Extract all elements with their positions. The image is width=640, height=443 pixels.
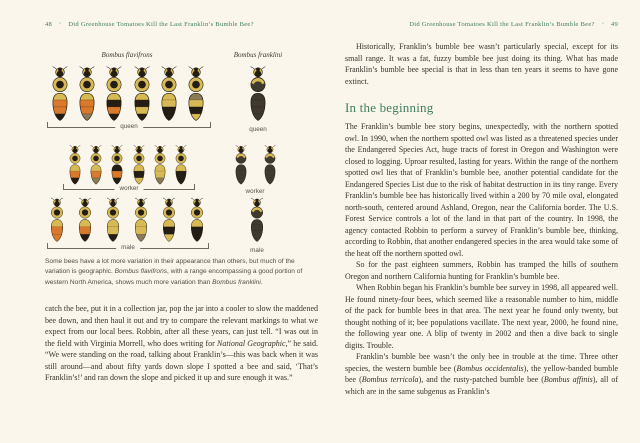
bee-illustration [156,66,182,123]
bee-row-queen-flavifrons [47,66,209,123]
species-label-franklini: Bombus franklini [233,51,283,59]
body-paragraph: Franklin’s bumble bee wasn’t the only bee in trouble at the time. Three other species, the western bumble bee (Bombus occidentalis), the yellow-banded bumble bee (Bombus terricola), and the rusty-patched bumble bee (Bombus affinis), all of which are in the same subgenus as Franklin’s [345,352,619,396]
bee-illustration [187,196,207,245]
male-label-franklini: male [250,247,264,254]
page-number-right: 49 [610,21,618,28]
bee-illustration [103,196,123,245]
queen-bracket [47,122,211,128]
worker-label: worker [115,185,144,192]
bee-illustration [47,196,67,245]
running-head-left [45,21,254,28]
ornament-icon: ◦ [59,21,62,27]
bee-illustration [87,145,105,186]
right-page-body [345,41,618,397]
section-heading: In the beginning [345,100,434,115]
species-label-flavifrons: Bombus flavifrons [101,51,153,59]
running-head-right [409,21,618,28]
bee-illustration [261,145,279,186]
bee-row-male-flavifrons [47,196,207,245]
bee-illustration [108,145,126,186]
queen-label: queen [115,123,143,130]
bee-illustration [101,66,127,123]
figure-caption: Some bees have a lot more variation in their appearance than others, but much of the variation is geographic. Bombus flavifrons, with a range encompassing a good portion of western North America, shows much more variation than Bombus franklini. [45,258,303,286]
bee-illustration [75,196,95,245]
bee-illustration [47,66,73,123]
bee-illustration [74,66,100,123]
bee-illustration [159,196,179,245]
body-paragraph: So for the past eighteen summers, Robbin has tramped the hills of southern Oregon and northern California hunting for Franklin’s bumble bee. [345,260,618,281]
male-bracket [47,243,209,249]
ornament-icon: ◦ [601,21,604,27]
bee-row-worker-flavifrons [66,145,190,186]
bee-illustration [172,145,190,186]
male-label: male [116,244,140,251]
bee-row-queen-franklini [245,66,271,123]
bee-row-male-franklini [247,196,267,245]
bee-illustration [232,145,250,186]
bee-row-worker-franklini [232,145,279,186]
worker-bracket [63,184,195,190]
body-paragraph: catch the bee, put it in a collection jar, pop the jar into a cooler to slow the maddened bee down, and then haul it out and try to compare the relevant markings to what we expect from our local bees. Robbin, after all these years, can just tell. “I was out in the field with Virginia Morrell, who does writing for National Geographic,” he said. “We were standing on the road, talking about Franklin’s—this was back when it was still around—and about fifty yards down slope I spotted a bee and said, ‘That’s Franklin’s!’ and ran down the slope and picked it up and sure enough it was.” [45,304,318,382]
running-title-right: Did Greenhouse Tomatoes Kill the Last Franklin’s Bumble Bee? [409,21,595,28]
body-paragraph: The Franklin’s bumble bee story begins, unexpectedly, with the northern spotted owl. In 1990, when the northern spotted owl was listed as a threatened species under the Endangered Species Act, huge tracts of forest in Oregon and Washington were closed to logging. Uproar resulted, lasting for years. Within the range of the northern spotted owl lies that of Franklin’s bumble bee, another potential candidate for the Endangered Species List due to the risk of habitat destruction in its tiny range. Every Franklin’s bumble bee has historically lived within a 200 by 70 mile oval, elongated north-south, centered around Ashland, Oregon, near the California border. The U.S. Forest Service controls a lot of the land in that part of the country. In 1998, the agency contacted Robbin to perform a survey of Franklin’s bumble bee, thinking, according to Robbin, that another endangered species in the area would take some of the heat off the northern spotted owl. [345,122,618,258]
left-page-body [45,303,318,384]
bee-illustration [66,145,84,186]
worker-label-franklini: worker [245,188,265,195]
bee-illustration [131,196,151,245]
page-number-left: 48 [45,21,53,28]
body-paragraph: When Robbin began his Franklin’s bumble bee survey in 1998, all appeared well. He found ninety-four bees, which seemed like a reasonable number to him, middle of the pack for bumble bees in that area. The next year he found only twenty, but thought nothing of it; bee populations vacillate. The next year, 2000, he found nine, the following year one. A blip of twenty in 2002 and then a dive back to single digits. Trouble. [345,283,618,350]
bee-illustration [245,66,271,123]
bee-illustration [183,66,209,123]
running-title-left: Did Greenhouse Tomatoes Kill the Last Franklin’s Bumble Bee? [68,21,254,28]
bee-illustration [151,145,169,186]
bee-illustration [129,66,155,123]
bee-illustration [247,196,267,245]
queen-label-franklini: queen [249,126,267,133]
body-paragraph: Historically, Franklin’s bumble bee wasn’t particularly special, except for its small range. It was a fat, fuzzy bumble bee just doing its thing. What has made Franklin’s bumble bee special is that in less than ten years it seems to have gone extinct. [345,42,618,86]
bee-illustration [130,145,148,186]
